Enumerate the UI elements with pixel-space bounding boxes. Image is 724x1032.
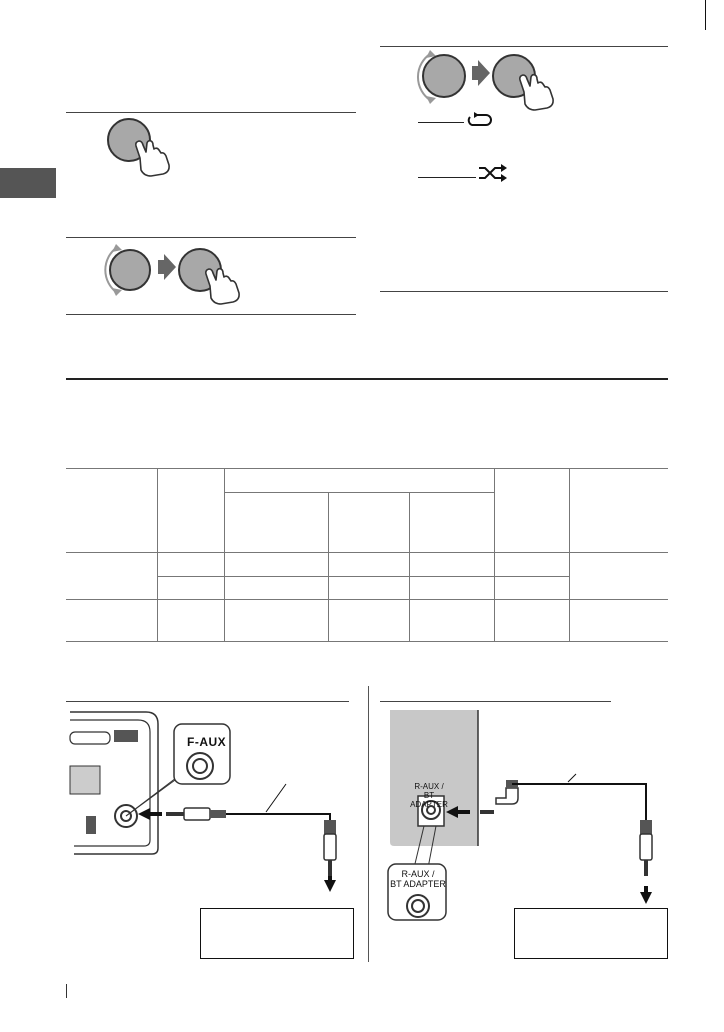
corner-mark xyxy=(705,0,706,30)
rear-aux-label-line1: R-AUX / xyxy=(414,782,444,791)
rule-right-2 xyxy=(380,291,668,292)
knob-press-icon xyxy=(100,116,180,172)
rule-left-1 xyxy=(66,112,356,113)
page-number-marker xyxy=(66,984,67,998)
rule-figure-right xyxy=(380,701,611,702)
table-cell xyxy=(409,577,494,600)
table-cell xyxy=(494,577,569,600)
rear-aux-zoom-line1: R-AUX / xyxy=(401,869,435,879)
table-cell xyxy=(328,577,409,600)
table-header-cell xyxy=(157,469,224,553)
table-cell xyxy=(569,553,668,600)
rear-aux-zoom-line2: BT ADAPTER xyxy=(390,879,446,889)
table-cell xyxy=(224,553,328,577)
rear-aux-label xyxy=(405,782,453,809)
knob-rotate-press-icon xyxy=(416,48,566,108)
rule-left-2 xyxy=(66,237,356,238)
table-cell xyxy=(66,553,157,600)
table-cell xyxy=(224,600,328,642)
table-cell xyxy=(328,600,409,642)
table-header-cell xyxy=(328,493,409,553)
table-header-cell xyxy=(224,493,328,553)
table-cell xyxy=(224,577,328,600)
table-header-cell xyxy=(569,469,668,553)
table-cell xyxy=(157,577,224,600)
knob-rotate-icon xyxy=(102,240,252,300)
table-cell xyxy=(157,553,224,577)
table-cell xyxy=(157,600,224,642)
audio-player-box-left xyxy=(200,908,354,959)
spec-table xyxy=(66,468,668,642)
table-cell xyxy=(328,553,409,577)
table-cell xyxy=(494,553,569,577)
repeat-icon xyxy=(466,112,494,128)
table-cell xyxy=(494,600,569,642)
table-header-cell xyxy=(409,493,494,553)
rule-figure-left xyxy=(66,701,349,702)
shuffle-underline xyxy=(418,177,476,178)
rear-aux-label-line2: BT ADAPTER xyxy=(410,791,448,809)
front-aux-label: F-AUX xyxy=(187,735,227,749)
audio-player-box-right xyxy=(514,908,668,959)
repeat-underline xyxy=(418,122,464,123)
table-cell xyxy=(409,600,494,642)
table-cell xyxy=(569,600,668,642)
section-tab xyxy=(0,168,56,198)
table-cell xyxy=(66,600,157,642)
rule-right-1 xyxy=(380,46,668,47)
table-cell xyxy=(409,553,494,577)
section-rule xyxy=(66,378,668,380)
figure-divider xyxy=(368,686,369,962)
rear-aux-zoom-label xyxy=(390,869,446,889)
shuffle-icon xyxy=(478,164,508,182)
table-header-cell xyxy=(224,469,494,493)
table-header-cell xyxy=(66,469,157,553)
table-header-cell xyxy=(494,469,569,553)
rule-left-3 xyxy=(66,314,356,315)
